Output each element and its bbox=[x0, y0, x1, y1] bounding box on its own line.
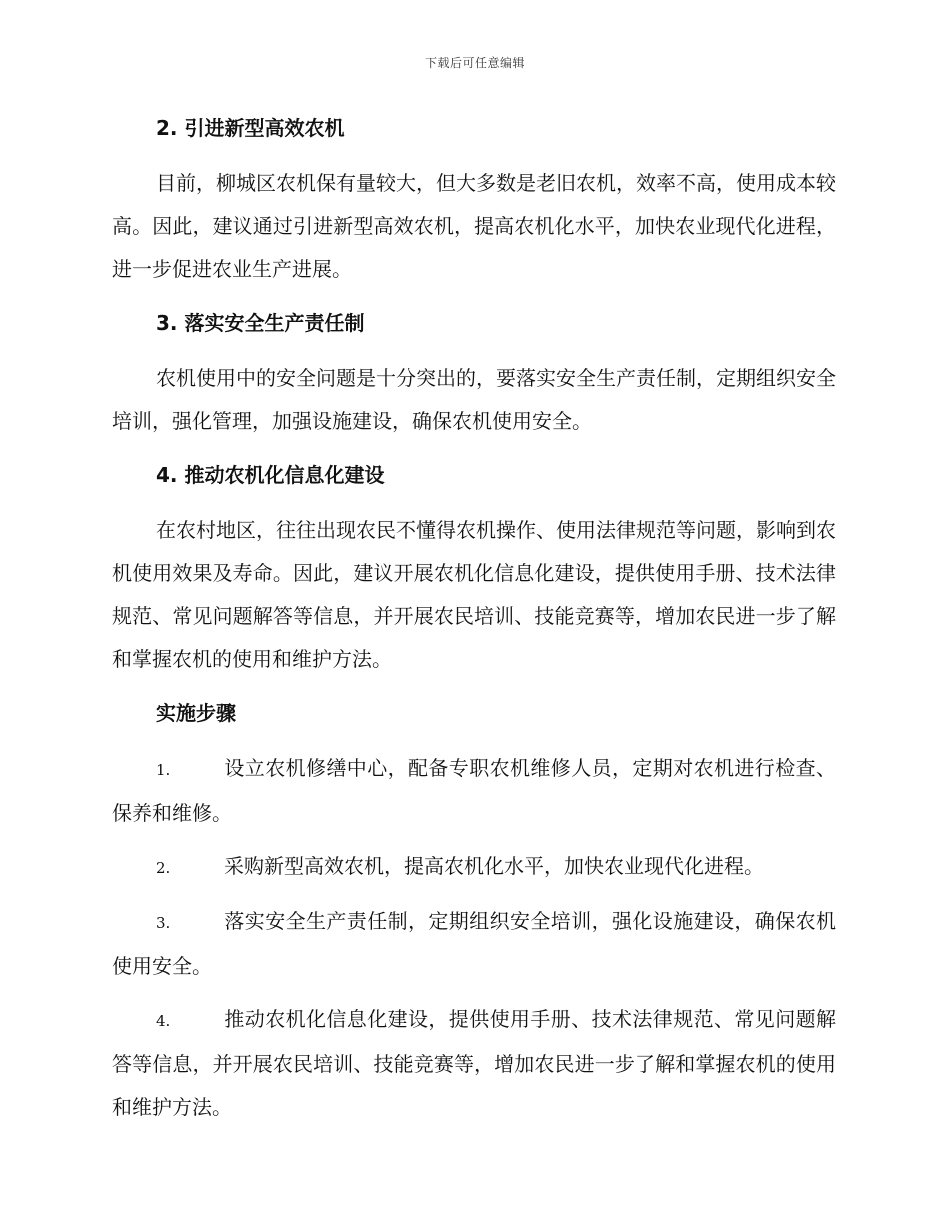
section-paragraph: 在农村地区，往往出现农民不懂得农机操作、使用法律规范等问题，影响到农机使用效果及寿命。因此，建议开展农机化信息化建设，提供使用手册、技术法律规范、常见问题解答等信息，并开展农民培训、技能竞赛等，增加农民进一步了解和掌握农机的使用和维护方法。 bbox=[112, 518, 836, 671]
page-header: 下载后可任意编辑 bbox=[424, 56, 525, 70]
list-item bbox=[112, 747, 836, 835]
section-heading: 3. 落实安全生产责任制 bbox=[156, 311, 365, 335]
list-item bbox=[112, 900, 836, 988]
list-item-text: 推动农机化信息化建设，提供使用手册、技术法律规范、常见问题解答等信息，并开展农民培训、技能竞赛等，增加农民进一步了解和掌握农机的使用和维护方法。 bbox=[112, 1007, 836, 1119]
list-item-text: 设立农机修缮中心，配备专职农机维修人员，定期对农机进行检查、保养和维修。 bbox=[112, 756, 836, 825]
list-item-number: 4. bbox=[156, 1012, 171, 1030]
section-3 bbox=[112, 303, 836, 443]
implementation-steps bbox=[112, 693, 836, 1129]
list-item-text: 采购新型高效农机，提高农机化水平，加快农业现代化进程。 bbox=[224, 854, 764, 878]
section-4 bbox=[112, 455, 836, 681]
list-item-number: 3. bbox=[156, 914, 171, 932]
steps-heading: 实施步骤 bbox=[156, 701, 236, 725]
section-2 bbox=[112, 108, 836, 291]
list-item bbox=[112, 845, 836, 890]
list-item-number: 2. bbox=[156, 859, 171, 877]
section-paragraph: 目前，柳城区农机保有量较大，但大多数是老旧农机，效率不高，使用成本较高。因此，建议通过引进新型高效农机，提高农机化水平，加快农业现代化进程，进一步促进农业生产进展。 bbox=[112, 171, 836, 281]
section-heading: 4. 推动农机化信息化建设 bbox=[156, 463, 385, 487]
section-heading: 2. 引进新型高效农机 bbox=[156, 116, 345, 140]
section-paragraph: 农机使用中的安全问题是十分突出的，要落实安全生产责任制，定期组织安全培训，强化管理，加强设施建设，确保农机使用安全。 bbox=[112, 366, 836, 433]
list-item-number: 1. bbox=[156, 761, 171, 779]
list-item bbox=[112, 998, 836, 1129]
document-body bbox=[112, 108, 836, 1139]
list-item-text: 落实安全生产责任制，定期组织安全培训，强化设施建设，确保农机使用安全。 bbox=[112, 909, 836, 978]
